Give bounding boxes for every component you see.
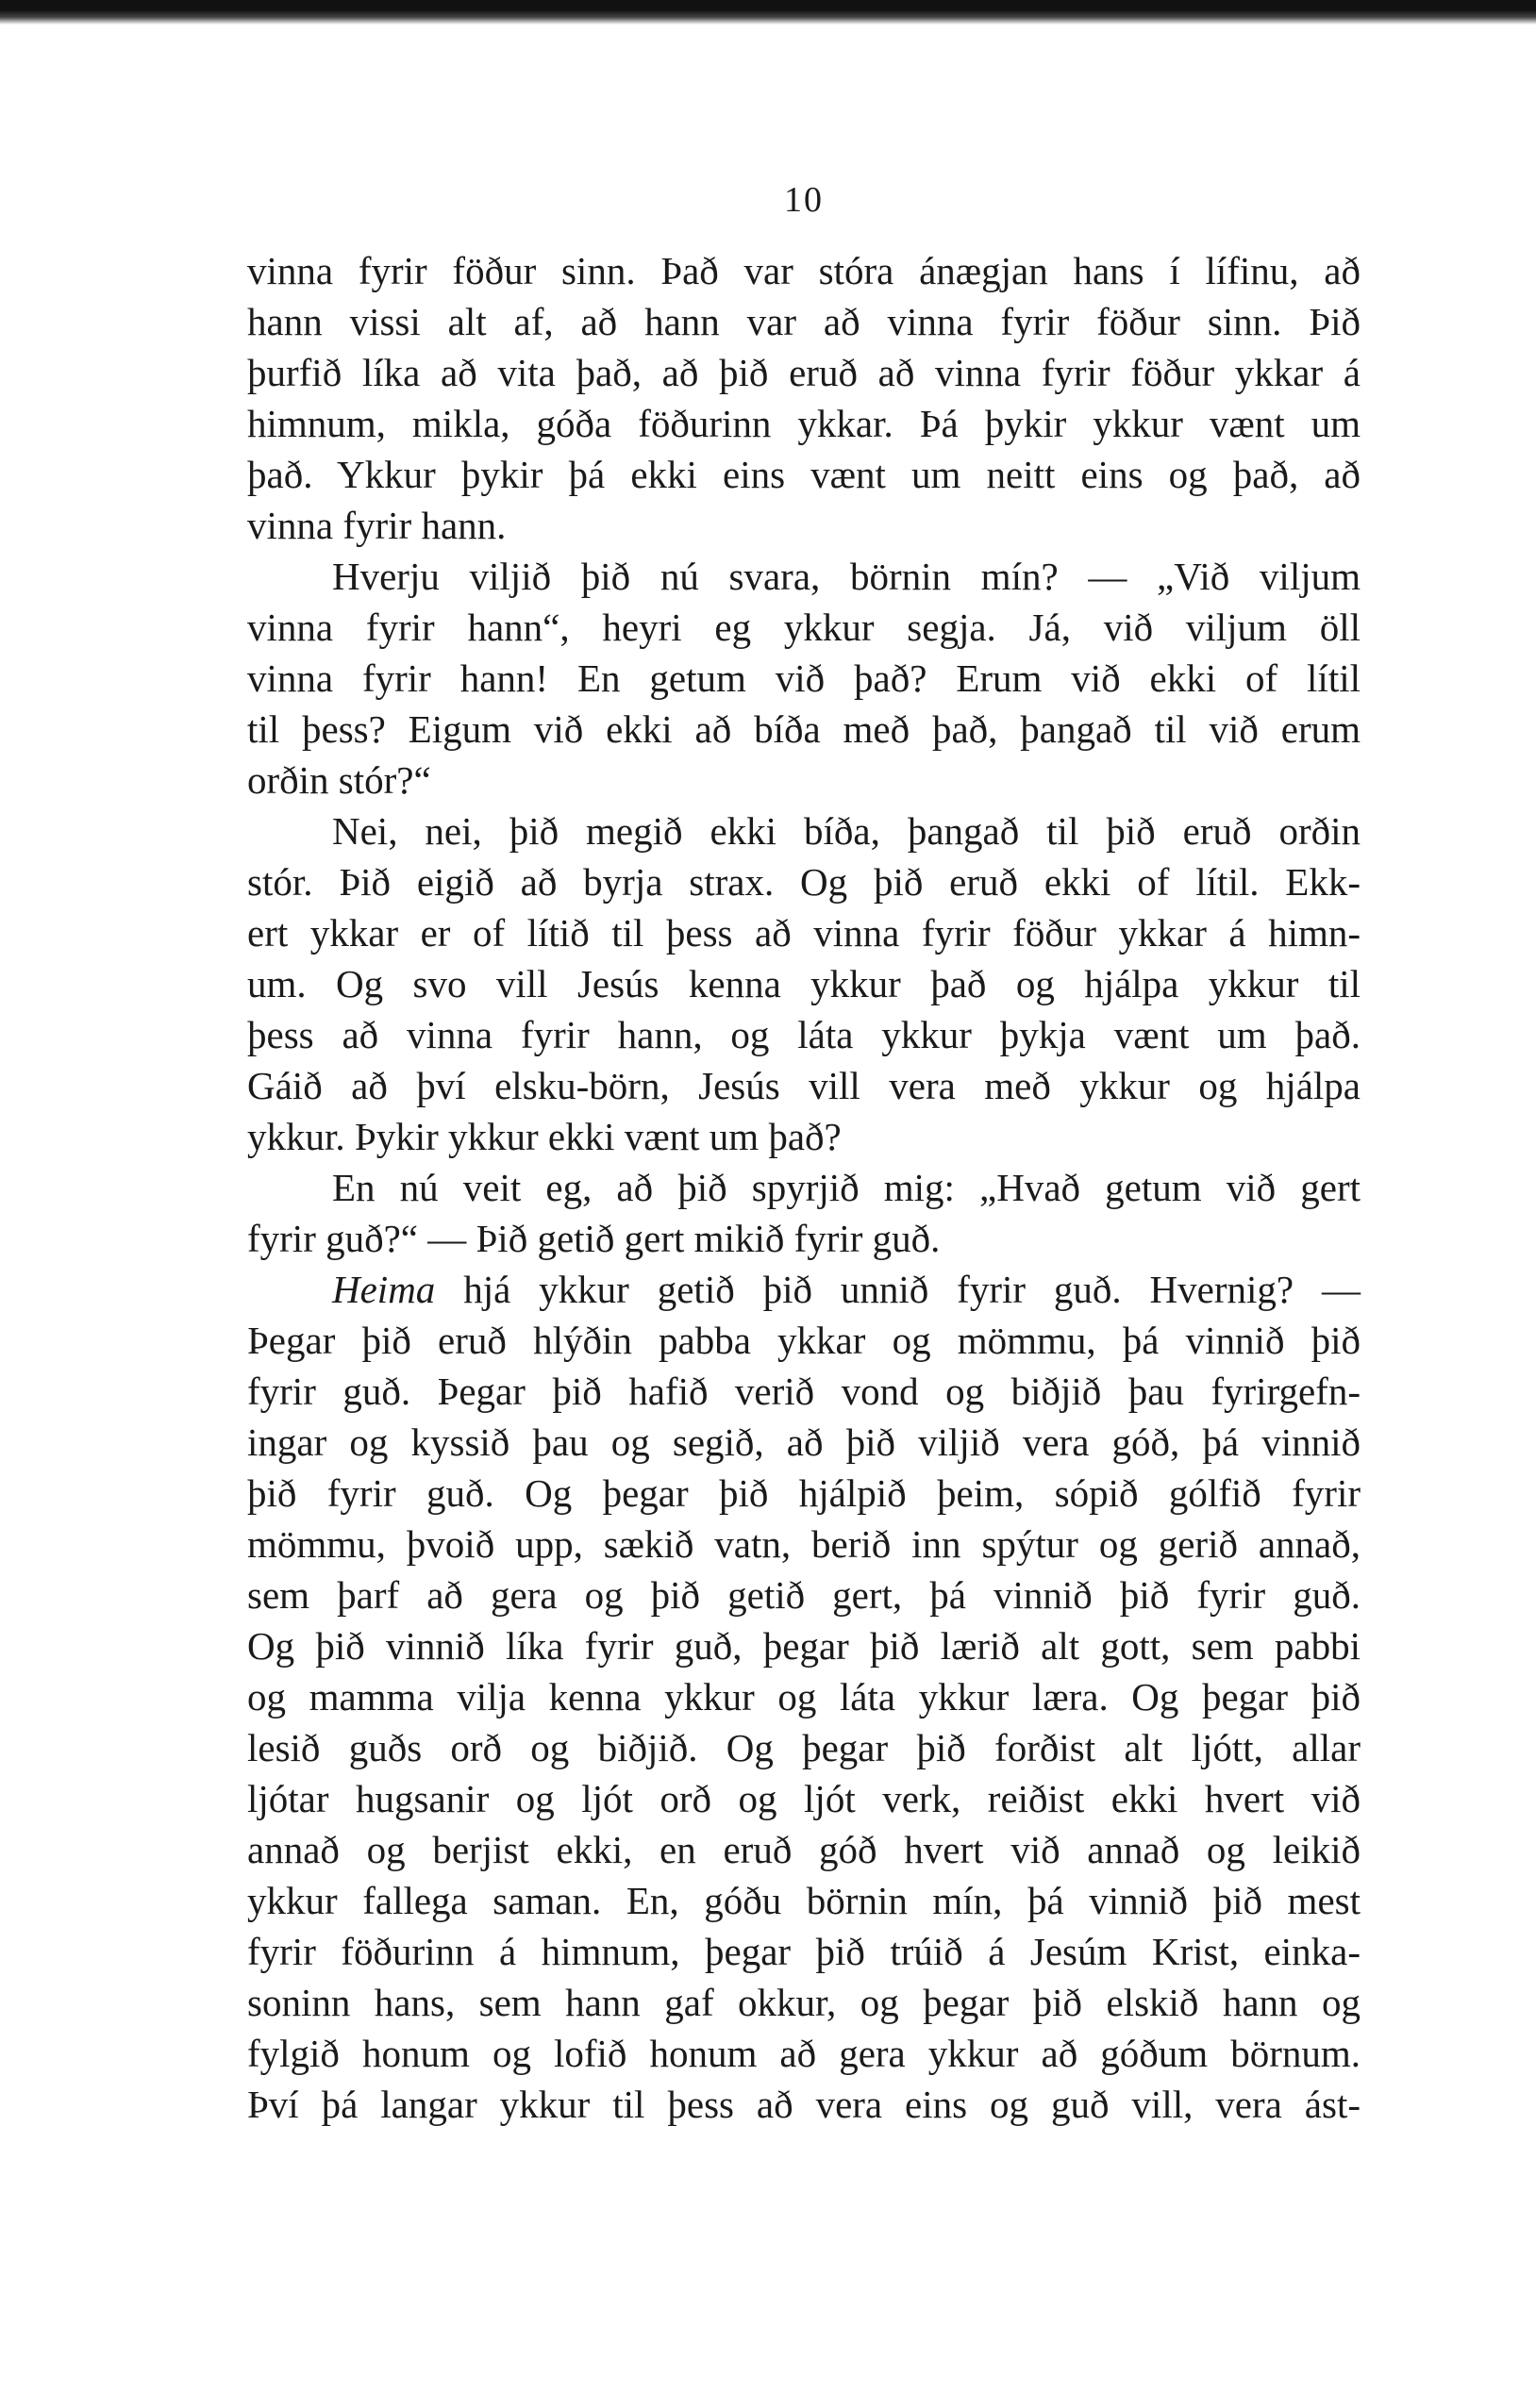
text-line: Gáið að því elsku-börn, Jesús vill vera með ykkur og hjálpa [247, 1064, 1361, 1107]
text-line: himnum, mikla, góða föðurinn ykkar. Þá þykir ykkur vænt um [247, 402, 1361, 445]
text-line: fyrir guð?“ — Þið getið gert mikið fyrir guð. [247, 1217, 941, 1260]
paragraph-1 [247, 245, 1361, 551]
text-line: ljótar hugsanir og ljót orð og ljót verk, reiðist ekki hvert við [247, 1777, 1361, 1820]
paragraph-5 [247, 1264, 1361, 2130]
text-line: Því þá langar ykkur til þess að vera eins og guð vill, vera ást- [247, 2083, 1361, 2126]
text-line: vinna fyrir föður sinn. Það var stóra ánægjan hans í lífinu, að [247, 249, 1361, 292]
text-line: um. Og svo vill Jesús kenna ykkur það og hjálpa ykkur til [247, 962, 1361, 1005]
text-line: þurfið líka að vita það, að þið eruð að vinna fyrir föður ykkar á [247, 351, 1361, 394]
text-line: ykkur fallega saman. En, góðu börnin mín, þá vinnið þið mest [247, 1879, 1361, 1922]
text-line: Hverju viljið þið nú svara, börnin mín? — „Við viljum [332, 555, 1361, 598]
text-line: vinna fyrir hann. [247, 504, 507, 547]
text-line: lesið guðs orð og biðjið. Og þegar þið forðist alt ljótt, allar [247, 1726, 1361, 1769]
text-line: það. Ykkur þykir þá ekki eins vænt um neitt eins og það, að [247, 453, 1361, 496]
text-line: annað og berjist ekki, en eruð góð hvert við annað og leikið [247, 1828, 1361, 1871]
text-line: fyrir guð. Þegar þið hafið verið vond og biðjið þau fyrirgefn- [247, 1370, 1361, 1413]
text-line: ykkur. Þykir ykkur ekki vænt um það? [247, 1115, 842, 1158]
text-line [247, 1264, 1361, 1315]
text-line: orðin stór?“ [247, 758, 431, 802]
text-line: ingar og kyssið þau og segið, að þið viljið vera góð, þá vinnið [247, 1420, 1361, 1464]
paragraph-4 [247, 1162, 1361, 1264]
text-line: þið fyrir guð. Og þegar þið hjálpið þeim, sópið gólfið fyrir [247, 1471, 1361, 1515]
text-line: vinna fyrir hann! En getum við það? Erum við ekki of lítil [247, 656, 1361, 700]
paragraph-3 [247, 805, 1361, 1162]
text-line: hann vissi alt af, að hann var að vinna fyrir föður sinn. Þið [247, 300, 1361, 343]
text-line: soninn hans, sem hann gaf okkur, og þegar þið elskið hann og [247, 1981, 1361, 2024]
page-number: 10 [784, 180, 824, 220]
text-line: til þess? Eigum við ekki að bíða með það, þangað til við erum [247, 707, 1361, 751]
text-line: vinna fyrir hann“, heyri eg ykkur segja. Já, við viljum öll [247, 606, 1361, 649]
text-line: og mamma vilja kenna ykkur og láta ykkur læra. Og þegar þið [247, 1675, 1361, 1719]
text-line: Þegar þið eruð hlýðin pabba ykkar og mömmu, þá vinnið þið [247, 1319, 1361, 1362]
text-line: þess að vinna fyrir hann, og láta ykkur þykja vænt um það. [247, 1013, 1361, 1056]
text-line: mömmu, þvoið upp, sækið vatn, berið inn spýtur og gerið annað, [247, 1522, 1361, 1566]
text-line: En nú veit eg, að þið spyrjið mig: „Hvað getum við gert [332, 1166, 1361, 1209]
text-line: ert ykkar er of lítið til þess að vinna fyrir föður ykkar á himn- [247, 911, 1361, 955]
text-line: fyrir föðurinn á himnum, þegar þið trúið á Jesúm Krist, einka- [247, 1930, 1361, 1973]
text-line: stór. Þið eigið að byrja strax. Og þið eruð ekki of lítil. Ekk- [247, 860, 1361, 904]
text-fragment: hjá ykkur getið þið unnið fyrir guð. Hvernig? — [435, 1268, 1361, 1311]
italic-word: Heima [332, 1268, 436, 1311]
text-line: fylgið honum og lofið honum að gera ykkur að góðum börnum. [247, 2032, 1361, 2075]
scan-top-edge [0, 0, 1536, 25]
text-line: Og þið vinnið líka fyrir guð, þegar þið lærið alt gott, sem pabbi [247, 1624, 1361, 1668]
paragraph-2 [247, 551, 1361, 805]
text-line: Nei, nei, þið megið ekki bíða, þangað til þið eruð orðin [332, 809, 1361, 853]
text-line: sem þarf að gera og þið getið gert, þá vinnið þið fyrir guð. [247, 1573, 1361, 1617]
book-page [247, 179, 1361, 2130]
